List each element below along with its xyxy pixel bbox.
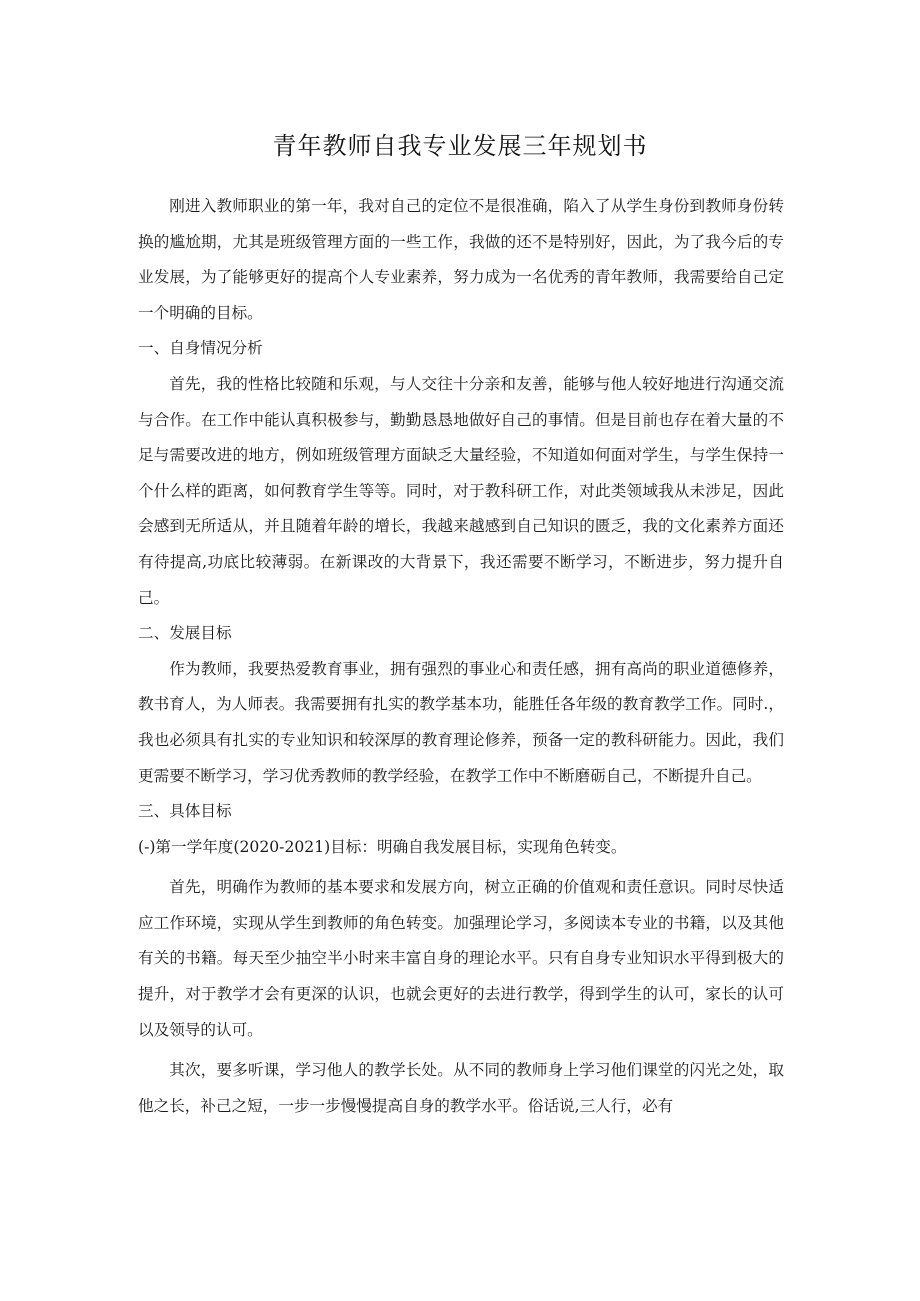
development-goals-paragraph: 作为教师，我要热爱教育事业，拥有强烈的事业心和责任感，拥有高尚的职业道德修养，教书育人，为人师表。我需要拥有扎实的教学基本功，能胜任各年级的教育教学工作。同时.，我也必须具有扎实的专业知识和较深厚的教育理论修养，预备一定的教科研能力。因此，我们更需要不断学习，学习优秀教师的教学经验，在教学工作中不断磨砺自己，不断提升自己。 xyxy=(138,659,784,785)
first-year-goal-subheading: (-)第一学年度(2020-2021)目标：明确自我发展目标，实现角色转变。 xyxy=(138,837,627,856)
section-heading-specific-goals: 三、具体目标 xyxy=(138,802,232,821)
first-year-paragraph-2: 其次，要多听课，学习他人的教学长处。从不同的教师身上学习他们课堂的闪光之处，取他之长，补己之短，一步一步慢慢提高自身的教学水平。俗话说,三人行，必有 xyxy=(138,1061,784,1115)
section-heading-development-goals: 二、发展目标 xyxy=(138,624,232,643)
document-body xyxy=(138,189,784,1124)
first-year-paragraph-1: 首先，明确作为教师的基本要求和发展方向，树立正确的价值观和责任意识。同时尽快适应工作环境，实现从学生到教师的角色转变。加强理论学习，多阅读本专业的书籍，以及其他有关的书籍。每天至少抽空半小时来丰富自身的理论水平。只有自身专业知识水平得到极大的提升，对于教学才会有更深的认识，也就会更好的去进行教学，得到学生的认可，家长的认可以及领导的认可。 xyxy=(138,878,784,1039)
self-analysis-paragraph: 首先，我的性格比较随和乐观，与人交往十分亲和友善，能够与他人较好地进行沟通交流与合作。在工作中能认真积极参与，勤勤恳恳地做好自己的事情。但是目前也存在着大量的不足与需要改进的地方，例如班级管理方面缺乏大量经验，不知道如何面对学生，与学生保持一个什么样的距离，如何教育学生等等。同时，对于教科研工作，对此类领域我从未涉足，因此会感到无所适从，并且随着年龄的增长，我越来越感到自己知识的匮乏，我的文化素养方面还有待提高,功底比较薄弱。在新课改的大背景下，我还需要不断学习，不断进步，努力提升自己。 xyxy=(138,374,784,607)
section-heading-self-analysis: 一、自身情况分析 xyxy=(138,339,263,358)
intro-paragraph: 刚进入教师职业的第一年，我对自己的定位不是很准确，陷入了从学生身份到教师身份转换的尴尬期，尤其是班级管理方面的一些工作，我做的还不是特别好，因此，为了我今后的专业发展，为了能够更好的提高个人专业素养，努力成为一名优秀的青年教师，我需要给自己定一个明确的目标。 xyxy=(138,197,784,322)
document-title: 青年教师自我专业发展三年规划书 xyxy=(272,132,648,160)
